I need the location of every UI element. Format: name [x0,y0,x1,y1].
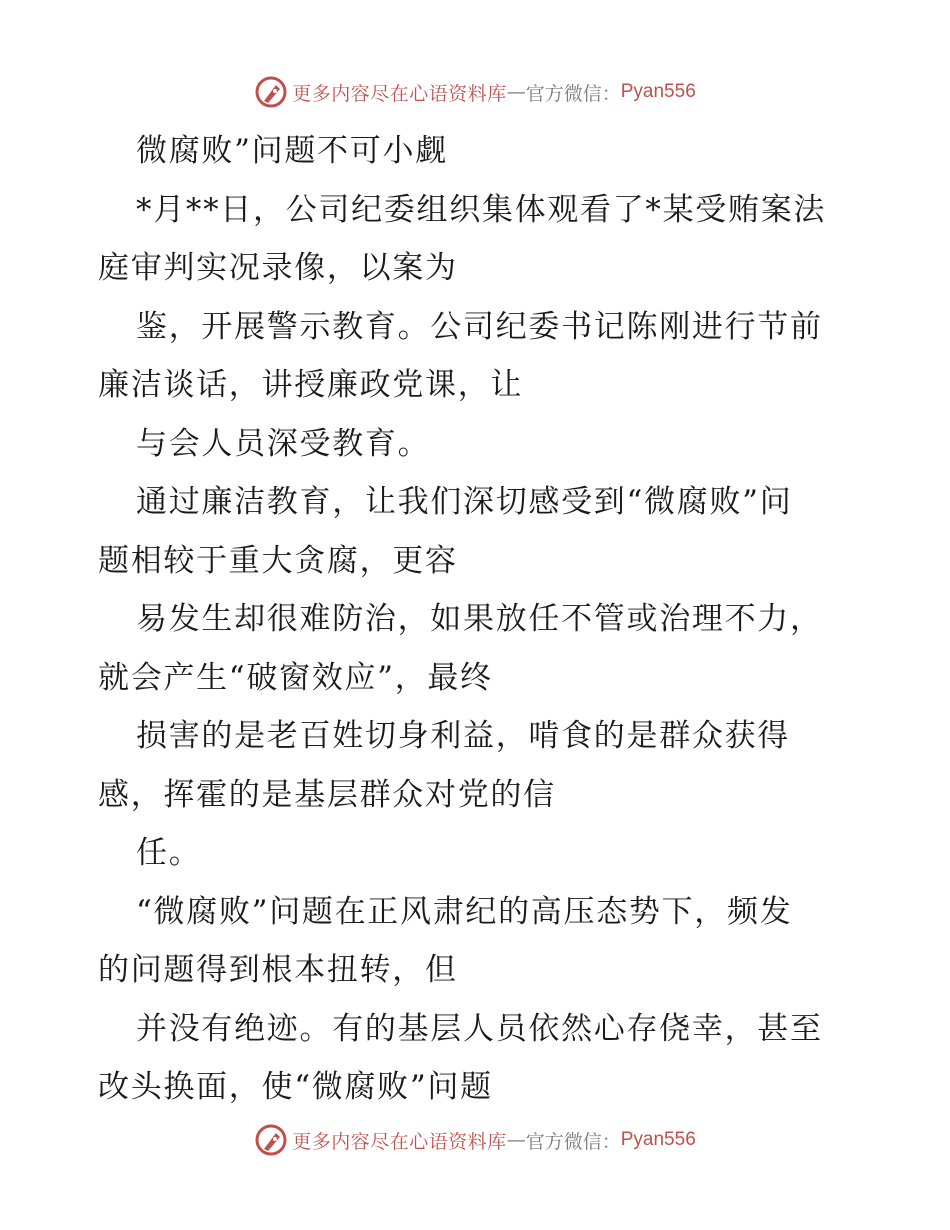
text-line: 与会人员深受教育。 [136,425,431,462]
header-banner [0,72,950,112]
site-name: 更多内容尽在心语资料库 [292,82,507,105]
text-line: 感，挥霍的是基层群众对党的信 [98,776,556,813]
text-line: 微腐败”问题不可小觑 [136,133,448,169]
document-body [98,122,858,1117]
text-line: 廉洁谈话，讲授廉政党课，让 [98,367,524,403]
text-line: *月**日，公司纪委组织集体观看了*某受贿案法 [136,191,827,228]
footer-banner [0,1120,950,1160]
banner-separator: — [506,81,526,103]
site-name: 更多内容尽在心语资料库 [292,1130,507,1153]
text-line: 的问题得到根本扭转，但 [98,952,458,988]
text-line: 通过廉洁教育，让我们深切感受到“微腐败”问 [136,484,793,520]
pen-nib-logo-icon [254,1123,288,1157]
wechat-id: Pyan556 [620,1129,696,1150]
text-line: 题相较于重大贪腐，更容 [98,542,458,579]
text-line: 易发生却很难防治，如果放任不管或治理不力， [136,601,823,637]
text-line: 并没有绝迹。有的基层人员依然心存侥幸，甚至 [136,1010,823,1047]
wechat-label: 官方微信： [525,82,621,105]
pen-nib-logo-icon [254,75,288,109]
text-line: 改头换面，使“微腐败”问题 [98,1069,493,1105]
text-line: 任。 [136,835,202,871]
wechat-id: Pyan556 [620,81,696,102]
text-line: 就会产生“破窗效应”，最终 [98,659,493,696]
text-line: 损害的是老百姓切身利益，啃食的是群众获得 [136,718,790,754]
text-line: 庭审判实况录像，以案为 [98,250,458,286]
banner-separator: — [506,1129,526,1151]
text-line: 鉴，开展警示教育。公司纪委书记陈刚进行节前 [136,308,823,345]
wechat-label: 官方微信： [525,1130,621,1153]
text-line: “微腐败”问题在正风肃纪的高压态势下，频发 [136,893,793,930]
